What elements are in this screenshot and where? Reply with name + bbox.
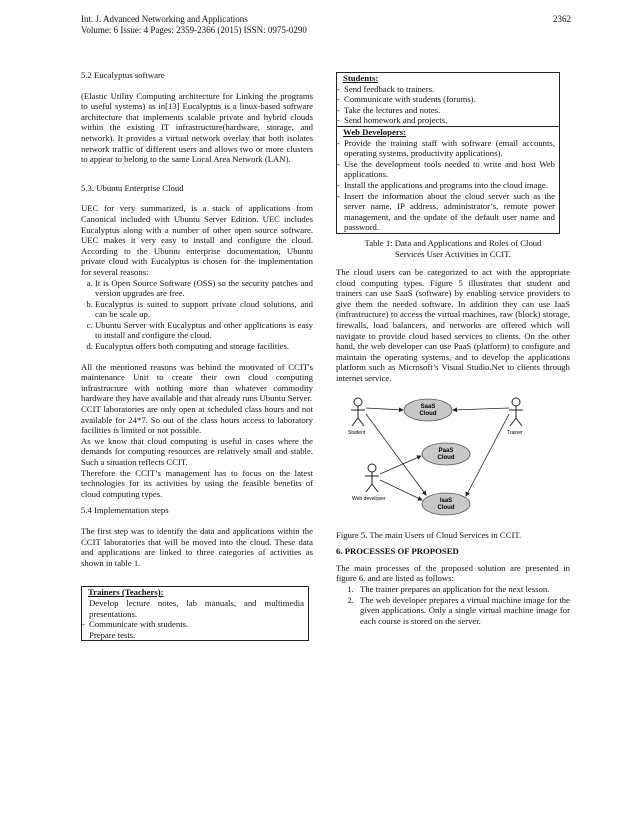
iaas-cloud-icon (422, 493, 470, 515)
students-item: Send feedback to trainers. (344, 83, 435, 94)
process-steps-list (336, 584, 570, 626)
paragraph: As we know that cloud computing is useful in cases where the demands for computing resources are relatively small and stable. Such a situation reflects CCIT. (81, 435, 313, 467)
section-5-2-text: (Elastic Utility Computing architecture for Linking the programs to useful systems) as in[13] Eucalyptus is a linux-based software architecture that implements scalable private and hybrid clouds within the existing IT infrastructure(hardware, storage, and network). It provides a virtual network overlay that both isolates network traffic of different users and allows two or more clusters to appear to belong to the same Local Area Network (LAN). (81, 90, 313, 165)
section-5-3-text: UEC for very summarized, is a stack of applications from Canonical included with Ubuntu Server Edition. UEC includes Eucalyptus along with a number of other open source software. UEC makes it very easy to install and configure the cloud. According to the Ubuntu enterprise documentation, Ubuntu private cloud with Eucalyptus is chosen for the implementation for several reasons: (81, 203, 313, 277)
trainer-actor-icon (509, 398, 523, 426)
svg-text:IaaS: IaaS (439, 497, 453, 504)
web-developer-label: Web developer (352, 495, 386, 502)
webdev-item: Use the development tools needed to write and host Web applications. (344, 158, 555, 180)
page-header (81, 14, 571, 36)
students-item: Communicate with students (forums). (344, 94, 476, 105)
svg-text:Cloud: Cloud (437, 454, 455, 461)
paas-cloud-icon (422, 443, 470, 465)
webdev-item: Provide the training staff with software (email accounts, operating systems, productivity applications). (344, 137, 555, 159)
webdev-item: Insert the information about the cloud server such as the server name, IP address, administrator’s, remote power management, and the update of the default user name and password. (344, 190, 555, 233)
list-item: 1. The trainer prepares an application for the next lesson. (356, 584, 570, 595)
paragraph: All the mentioned reasons was behind the motivated of CCIT's maintenance Unit to create their own cloud computing infrastructure with nothing more than whatever commodity hardware they have available and that already runs Ubuntu Server. (81, 361, 313, 404)
saas-cloud-icon (404, 399, 452, 421)
roles-table: Students: - Send feedback to trainers. - Communicate with students (forums). - Take the lectures and notes. - Send homework and projects. Web Developers: - Provide the training staff with software (email accounts, operating systems, productivity applications). - Use the development tools needed to write and host Web applications. - Install the applications and programs into the cloud image. - Insert the information about the cloud server such as the server name, IP address, administrator’s, remote power management, and the update of the default user name and password. (336, 72, 560, 234)
trainers-table-cell: Trainers (Teachers): Develop lecture notes, lab manuals, and multimedia presentations. - Communicate with students. Prepare tests. (81, 586, 309, 641)
figure-5-cloud-users-diagram (346, 392, 536, 520)
students-title: Students: (343, 73, 379, 83)
paragraph: Therefore the CCIT’s management has to focus on the latest technologies for its activities by using the feasible benefits of cloud computing types. (81, 467, 313, 499)
web-developer-actor-icon (365, 464, 379, 492)
journal-line: Int. J. Advanced Networking and Applications (81, 14, 248, 24)
table-1-caption: Table 1: Data and Applications and Roles of Cloud Services User Activities in CCIT. (364, 237, 542, 259)
section-6-text: The main processes of the proposed solution are presented in figure 6. and are listed as follows: (336, 562, 570, 584)
svg-text:SaaS: SaaS (420, 403, 436, 410)
paragraph: The cloud users can be categorized to act with the appropriate cloud computing types. Figure 5 illustrates that student and trainers can use SaaS (software) by enabling service providers to give them the needed software. In addition they can use IaaS (infrastructure) to access the virtual machines, raw (block) storage, firewalls, load balancers, and networks are offered which will navigate to provide cloud based services to clients. On the other hand, the web developer can use PaaS (platform) to configure and maintain the operating systems, and to develop the applications platform such as Microsoft’s Visual Studio.Net to clients through internet service. (336, 267, 570, 384)
svg-text:PaaS: PaaS (438, 447, 454, 454)
webdev-title: Web Developers: (343, 126, 406, 137)
right-column (336, 72, 570, 626)
page-number: 2362 (553, 14, 571, 24)
webdev-item: Install the applications and programs into the cloud image. (344, 179, 548, 190)
volume-line: Volume: 6 Issue: 4 Pages: 2359-2366 (2015) ISSN: 0975-0290 (81, 25, 307, 35)
trainers-title: Trainers (Teachers): (88, 587, 164, 598)
list-item: 2. The web developer prepares a virtual machine image for the given applications. Only a single virtual machine image for each course is stored on the server. (356, 595, 570, 627)
list-item: a. It is Open Source Software (OSS) so the security patches and version upgrades are free. (95, 278, 313, 299)
section-5-4-text: The first step was to identify the data and applications within the CCIT laboratories that will be moved into the cloud. These data and applications are linked to three categories of activities as shown in table 1. (81, 525, 313, 568)
students-item: Take the lectures and notes. (344, 104, 441, 115)
list-item: c. Ubuntu Server with Eucalyptus and other applications is easy to install and configure the cloud. (95, 320, 313, 341)
trainer-label: Trainer (507, 429, 523, 436)
list-item: b. Eucalyptus is suited to support private cloud solutions, and can be scale up. (95, 299, 313, 320)
svg-text:Cloud: Cloud (437, 504, 455, 511)
list-item: d. Eucalyptus offers both computing and storage facilities. (95, 341, 313, 352)
section-6-title: 6. PROCESSES OF PROPOSED (336, 546, 459, 557)
paragraph: CCIT laboratories are only open at scheduled class hours and not available for 24*7. So out of the class hours access to laboratory facilities is limited or not possible. (81, 404, 313, 436)
section-5-3-title: 5.3. Ubuntu Enterprise Cloud (81, 182, 184, 193)
figure-5-caption: Figure 5. The main Users of Cloud Services in CCIT. (336, 529, 522, 540)
trainers-item: Communicate with students. (89, 619, 189, 630)
section-5-4-title: 5.4 Implementation steps (81, 505, 169, 516)
section-5-2-title: 5.2 Eucalyptus software (81, 70, 165, 80)
trainers-item: Develop lecture notes, lab manuals, and multimedia presentations. (89, 597, 304, 619)
svg-text:Cloud: Cloud (419, 410, 437, 417)
student-label: Student (348, 429, 366, 436)
student-actor-icon (351, 398, 365, 426)
reasons-list (81, 278, 313, 352)
students-item: Send homework and projects. (344, 115, 448, 126)
trainers-item: Prepare tests. (89, 629, 136, 640)
left-column (81, 70, 313, 641)
